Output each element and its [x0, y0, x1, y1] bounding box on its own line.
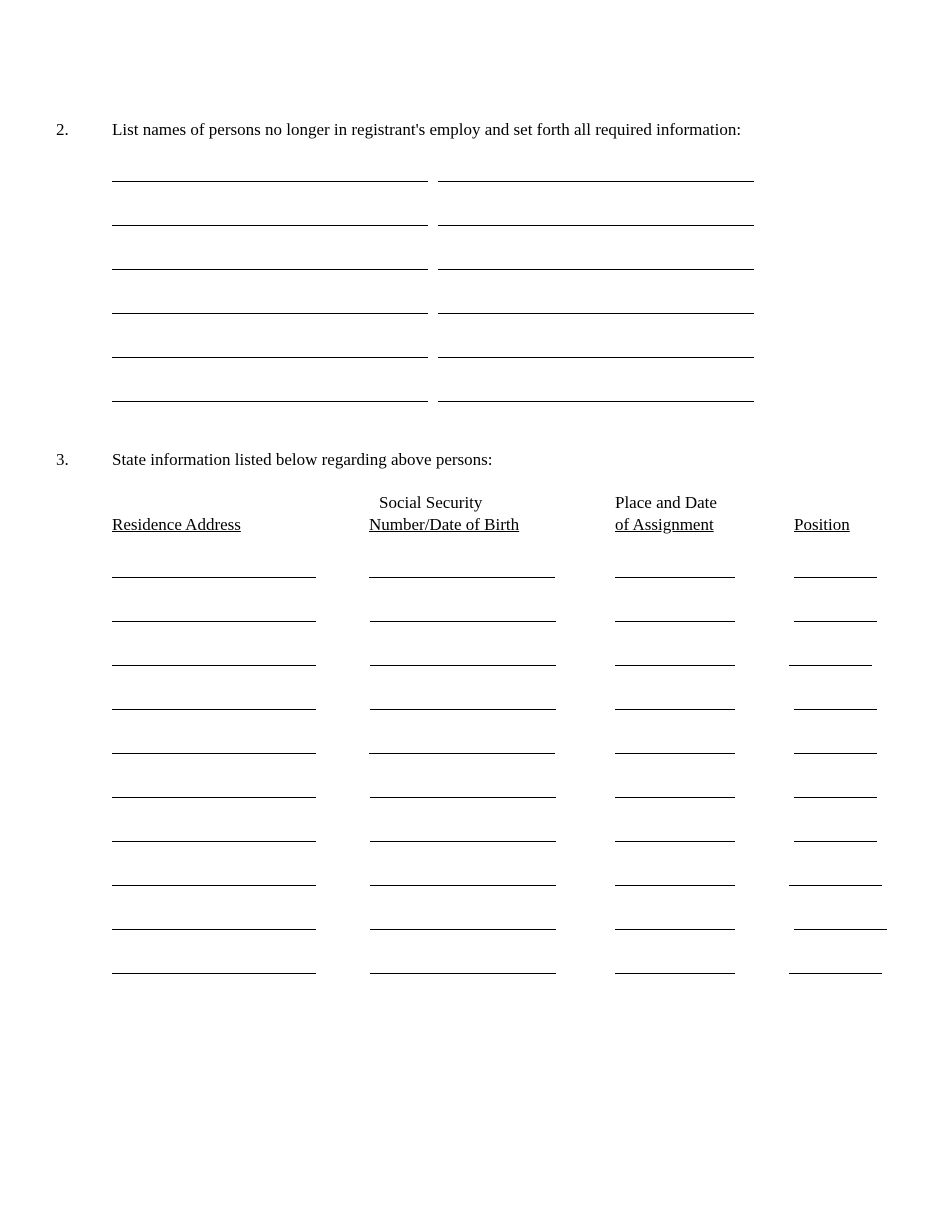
name-blank-r6-c2[interactable]: [438, 401, 754, 402]
residence-address-blank-r2[interactable]: [112, 621, 316, 622]
assignment-blank-r3[interactable]: [615, 665, 735, 666]
name-blank-r1-c2[interactable]: [438, 181, 754, 182]
name-blank-r6-c1[interactable]: [112, 401, 428, 402]
residence-address-blank-r9[interactable]: [112, 929, 316, 930]
position-blank-r7[interactable]: [794, 841, 877, 842]
residence-address-blank-r1[interactable]: [112, 577, 316, 578]
position-blank-r3[interactable]: [789, 665, 872, 666]
ssn-dob-blank-r8[interactable]: [370, 885, 556, 886]
name-blank-r4-c1[interactable]: [112, 313, 428, 314]
header-assignment-line1: Place and Date: [615, 493, 717, 512]
assignment-blank-r7[interactable]: [615, 841, 735, 842]
section-3-instruction: State information listed below regarding above persons:: [112, 450, 493, 469]
section-2-instruction: List names of persons no longer in registrant's employ and set forth all required information:: [112, 120, 742, 139]
name-blank-r3-c2[interactable]: [438, 269, 754, 270]
position-blank-r9[interactable]: [794, 929, 887, 930]
assignment-blank-r5[interactable]: [615, 753, 735, 754]
ssn-dob-blank-r9[interactable]: [370, 929, 556, 930]
residence-address-blank-r6[interactable]: [112, 797, 316, 798]
assignment-blank-r10[interactable]: [615, 973, 735, 974]
section-2-number: 2.: [56, 120, 69, 139]
header-position: Position: [794, 515, 850, 534]
ssn-dob-blank-r1[interactable]: [369, 577, 555, 578]
name-blank-r5-c2[interactable]: [438, 357, 754, 358]
residence-address-blank-r8[interactable]: [112, 885, 316, 886]
name-blank-r2-c1[interactable]: [112, 225, 428, 226]
position-blank-r1[interactable]: [794, 577, 877, 578]
ssn-dob-blank-r6[interactable]: [370, 797, 556, 798]
assignment-blank-r2[interactable]: [615, 621, 735, 622]
header-ssn-line2: Number/Date of Birth: [369, 515, 520, 534]
position-blank-r6[interactable]: [794, 797, 877, 798]
ssn-dob-blank-r7[interactable]: [370, 841, 556, 842]
ssn-dob-blank-r10[interactable]: [370, 973, 556, 974]
assignment-blank-r9[interactable]: [615, 929, 735, 930]
name-blank-r5-c1[interactable]: [112, 357, 428, 358]
position-blank-r2[interactable]: [794, 621, 877, 622]
position-blank-r8[interactable]: [789, 885, 882, 886]
ssn-dob-blank-r4[interactable]: [370, 709, 556, 710]
assignment-blank-r1[interactable]: [615, 577, 735, 578]
name-blank-r4-c2[interactable]: [438, 313, 754, 314]
position-blank-r4[interactable]: [794, 709, 877, 710]
section-3-number: 3.: [56, 450, 69, 469]
name-blank-r3-c1[interactable]: [112, 269, 428, 270]
residence-address-blank-r10[interactable]: [112, 973, 316, 974]
ssn-dob-blank-r2[interactable]: [370, 621, 556, 622]
ssn-dob-blank-r5[interactable]: [369, 753, 555, 754]
position-blank-r5[interactable]: [794, 753, 877, 754]
name-blank-r1-c1[interactable]: [112, 181, 428, 182]
header-residence-address: Residence Address: [112, 515, 241, 534]
assignment-blank-r4[interactable]: [615, 709, 735, 710]
header-ssn-line1: Social Security: [379, 493, 483, 512]
residence-address-blank-r3[interactable]: [112, 665, 316, 666]
residence-address-blank-r5[interactable]: [112, 753, 316, 754]
position-blank-r10[interactable]: [789, 973, 882, 974]
name-blank-r2-c2[interactable]: [438, 225, 754, 226]
ssn-dob-blank-r3[interactable]: [370, 665, 556, 666]
residence-address-blank-r4[interactable]: [112, 709, 316, 710]
residence-address-blank-r7[interactable]: [112, 841, 316, 842]
assignment-blank-r6[interactable]: [615, 797, 735, 798]
assignment-blank-r8[interactable]: [615, 885, 735, 886]
header-assignment-line2: of Assignment: [615, 515, 714, 534]
